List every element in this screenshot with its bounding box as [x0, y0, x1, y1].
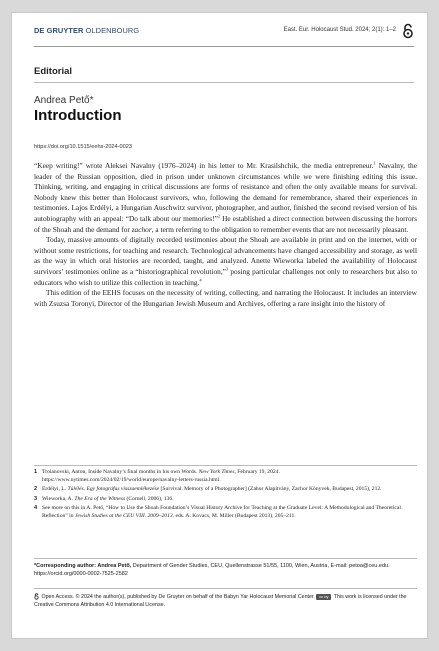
doi-link[interactable]: https://doi.org/10.1515/eehs-2024-0023: [34, 144, 132, 150]
open-access-small-icon: [34, 593, 39, 600]
corresponding-author-details: Department of Gender Studies, CEU, Quellenstrasse 51/55, 1100, Wien, Austria, E-mail: petoa@ceu.edu. https://orcid.org/0000-0002-7525-2582: [34, 563, 390, 577]
footnote-ref[interactable]: 4: [199, 277, 202, 283]
footnote: [34, 486, 417, 494]
text-run: Wieworka, A.: [42, 495, 75, 502]
text-run: , February 19, 2024. https://www.nytimes.com/2024/02/19/world/europe/navalny-letters-russia.html.: [42, 469, 280, 483]
italic-text: Jewish Studies at the CEU VIII. 2009–2013.: [74, 513, 175, 520]
open-access-icon: [402, 23, 414, 39]
corresponding-author-label: *Corresponding author: Andrea Pető,: [34, 563, 132, 569]
text-run: Today, massive amounts of digitally recorded testimonies about the Shoah are available in print and on the internet, with or without some restrictions, for teaching and research. Technological advancements have changed accessibility and storage, as well as the way in which oral histories are recorded, taught, and analyzed. Anette Wieworka labeled the availability of Holocaust survivors’ testimonies online as a “historiographical revolution,”: [34, 235, 417, 276]
correspondence-rule: [34, 558, 417, 559]
body-paragraph: [34, 288, 417, 309]
italic-text: Túlélés. Egy fotográfus visszaemlékezése: [67, 486, 160, 493]
footnote: [34, 469, 417, 485]
header-rule: [34, 46, 414, 47]
text-run: (Cornell, 2006), 136.: [125, 495, 174, 502]
text-run: “Keep writing!” wrote Aleksei Navalny (1976–2024) in his letter to Mr. Krasilshchik, the media entrepreneur.: [34, 161, 374, 170]
text-run: See more on this in A. Pető, “How to Use the Shoah Foundation’s Visual History Archive for Teaching at the Graduate Level: A Methodological and Theoretical Reflection” in: [42, 505, 401, 520]
author-name: Andrea Pető*: [34, 95, 94, 106]
text-run: This edition of the EEHS focuses on the necessity of writing, collecting, and narrating the Holocaust. It includes an interview with Zsuzsa Toronyi, Director of the Hungarian Jewish Museum and Archives, offering a rare insight into the history of: [34, 288, 417, 308]
corresponding-author: [34, 563, 417, 579]
text-run: Navalny, the leader of the Russian opposition, died in prison under unknown circumstances while we were finishing editing this issue. Thinking, writing, and engaging in critical discussions are forms of resistance and often the only available means for survival. Nobody knew this better than Holocaust survivors, who, following the demand for remembrance, shared their experiences in testimonies. Lajos Erdélyi, a Hungarian Auschwitz survivor, photographer, and author, finished the second revised version of his autobiography with an appeal: “Do talk about our memories!”: [34, 161, 417, 223]
footnote-ref[interactable]: 2: [217, 213, 221, 219]
body-paragraph: [34, 235, 417, 288]
italic-text: New York Times: [198, 469, 235, 475]
section-rule: [34, 82, 414, 83]
publisher-name-light: OLDENBOURG: [85, 26, 140, 35]
italic-text: The Era of the Witness: [74, 495, 126, 502]
footnote-number: 4: [34, 505, 38, 512]
footnote: [34, 496, 417, 504]
article-title: Introduction: [34, 107, 122, 124]
footnote-number: 2: [34, 486, 38, 493]
body-text: [34, 161, 417, 309]
text-run: He established a direct connection between discussing the horrors of the Shoah and the demand for: [34, 213, 417, 234]
journal-citation: East. Eur. Holocaust Stud. 2024; 2(1): 1–2: [283, 26, 396, 33]
body-paragraph: [34, 161, 417, 235]
footnote-ref[interactable]: 3: [225, 266, 229, 272]
running-header: [34, 26, 414, 40]
footnote-rule: [34, 465, 417, 466]
text-run: eds. A. Kovacs, M. Miller (Budapest 2013), 205–211.: [174, 513, 296, 520]
publisher-logo: [34, 26, 139, 35]
footnote-number: 1: [34, 469, 38, 475]
footnote: [34, 505, 417, 521]
license-line: This work is licensed under the Creative Commons Attribution 4.0 International License.: [34, 593, 407, 608]
license-rule: [34, 588, 417, 589]
text-run: posing particular challenges not only to researchers but also to educators who wish to utilize this collection in teaching.: [34, 266, 417, 287]
italic-text: zachor: [131, 224, 152, 234]
text-run: , a term referring to the obligation to remember events that are not necessarily pleasant.: [151, 224, 409, 234]
text-run: Troianovski, Anton, Inside Navalny’s final months in his own Words.: [42, 469, 199, 475]
publisher-name-bold: DE GRUYTER: [34, 26, 84, 35]
text-run: Erdélyi, L.: [42, 486, 68, 493]
open-access-line1: Open Access. © 2024 the author(s), published by De Gruyter on behalf of the Babyn Yar Holocaust Memorial Center.: [41, 593, 315, 600]
footnote-ref[interactable]: 1: [373, 160, 376, 166]
article-page: [11, 12, 428, 639]
footnotes: [34, 469, 417, 522]
open-access-note: [34, 593, 417, 609]
text-run: [Survival. Memory of a Photographer] (Zahor Alapítvány, Zachor Könyvek, Budapest, 2015), 212.: [159, 486, 382, 493]
cc-by-badge: [316, 594, 331, 600]
section-label: Editorial: [34, 66, 73, 77]
footnote-number: 3: [34, 495, 38, 502]
